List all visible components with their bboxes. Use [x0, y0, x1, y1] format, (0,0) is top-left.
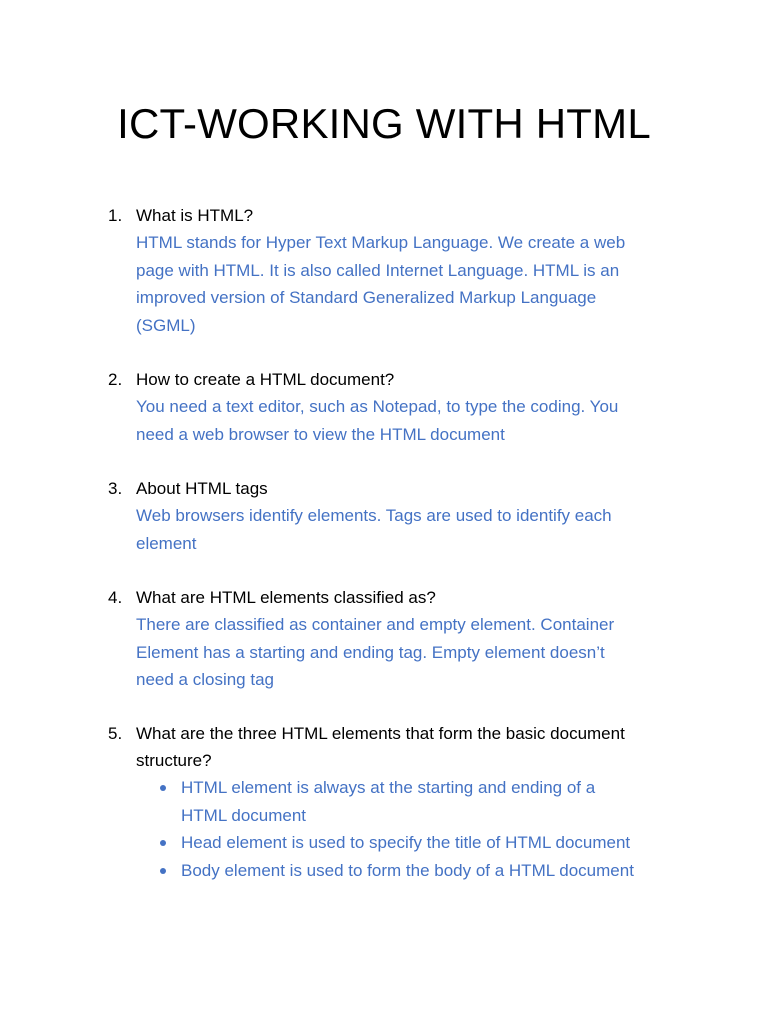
question-text: About HTML tags [136, 479, 268, 498]
answer-line: need a web browser to view the HTML document [136, 424, 505, 444]
answer-line: You need a text editor, such as Notepad, to type the coding. You [136, 397, 619, 416]
bullet-line: Body element is used to form the body of a HTML document [181, 860, 634, 880]
question-text: What are HTML elements classified as? [136, 588, 436, 607]
qa-item-3 [108, 475, 688, 557]
bullet-line: HTML document [181, 805, 307, 825]
answer-line: page with HTML. It is also called Internet Language. HTML is an [136, 260, 620, 280]
answer-line: need a closing tag [136, 670, 274, 689]
bullet-line: Head element is used to specify the title of HTML document [181, 833, 631, 852]
answer-bullet-list [158, 774, 688, 884]
answer-text [136, 393, 688, 448]
item-number: 5. [108, 724, 123, 743]
answer-text [136, 229, 688, 339]
question-text [136, 720, 688, 774]
item-number: 3. [108, 479, 123, 498]
item-number: 2. [108, 370, 123, 389]
question-text: How to create a HTML document? [136, 370, 395, 389]
answer-line: element [136, 533, 197, 553]
qa-item-2 [108, 366, 688, 448]
question-text: What is HTML? [136, 206, 254, 225]
qa-item-4 [108, 584, 688, 694]
answer-line: (SGML) [136, 315, 196, 335]
document-title: ICT-WORKING WITH HTML [117, 100, 651, 147]
item-number: 4. [108, 588, 123, 607]
bullet-item [158, 829, 688, 857]
bullet-icon [160, 868, 166, 874]
bullet-icon [160, 840, 166, 846]
answer-text [136, 502, 688, 557]
bullet-line: HTML element is always at the starting and ending of a [181, 778, 596, 797]
answer-line: Element has a starting and ending tag. Empty element doesn’t [136, 642, 605, 662]
answer-line: There are classified as container and empty element. Container [136, 615, 615, 634]
question-line: structure? [136, 751, 212, 770]
question-line: What are the three HTML elements that form the basic document [136, 724, 625, 743]
bullet-item [158, 857, 688, 885]
answer-line: improved version of Standard Generalized Markup Language [136, 288, 597, 307]
answer-text [136, 611, 688, 694]
qa-item-5 [108, 720, 688, 884]
bullet-item [158, 774, 688, 829]
answer-line: Web browsers identify elements. Tags are used to identify each [136, 506, 612, 525]
item-number: 1. [108, 206, 123, 225]
answer-line: HTML stands for Hyper Text Markup Language. We create a web [136, 233, 626, 252]
bullet-icon [160, 785, 166, 791]
qa-item-1 [108, 202, 688, 339]
